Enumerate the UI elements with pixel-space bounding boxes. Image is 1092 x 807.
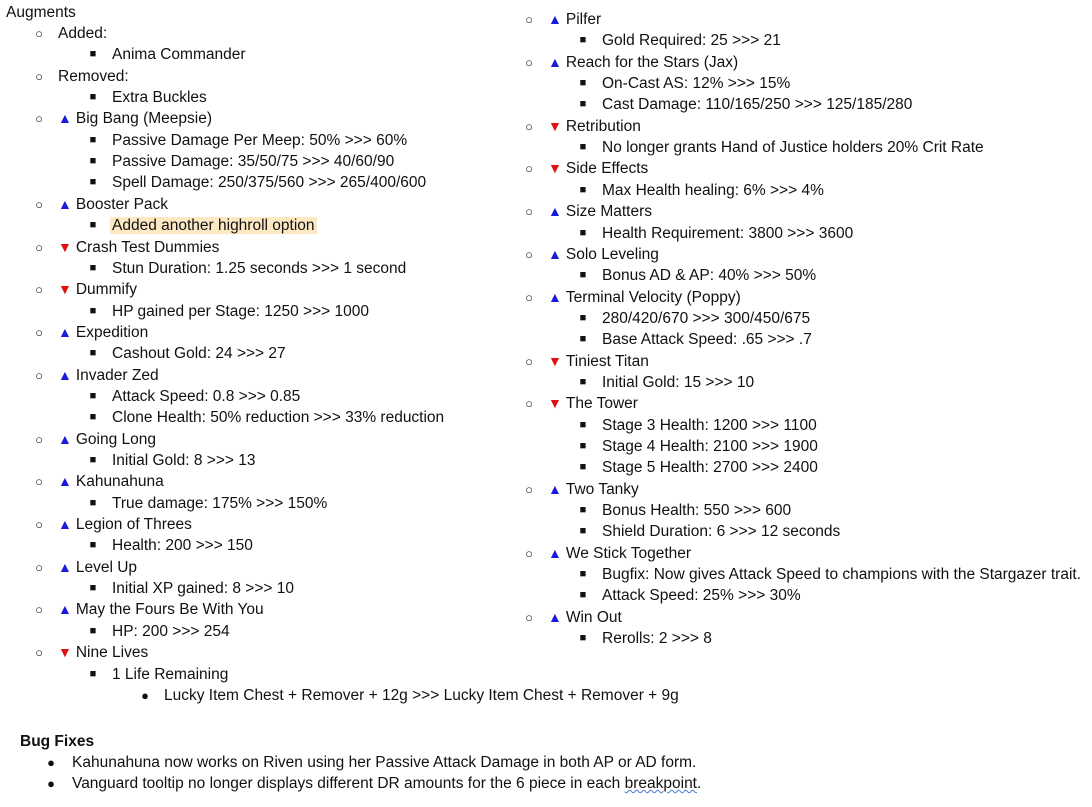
item-label: Crash Test Dummies	[75, 238, 220, 256]
item-label: Two Tanky	[565, 480, 639, 498]
item-text	[602, 500, 791, 521]
buff-arrow-up-icon: ▲	[58, 323, 72, 340]
nerf-arrow-down-icon: ▼	[58, 238, 72, 255]
bullet-square-icon: ■	[579, 375, 587, 388]
item-text	[112, 407, 444, 428]
bullet-square-icon: ■	[89, 219, 97, 232]
item-text	[548, 393, 638, 414]
bullet-circle-icon: ○	[525, 481, 533, 497]
item-label: True damage: 175% >>> 150%	[112, 494, 328, 512]
augments-title-text: Augments	[6, 4, 76, 21]
item-label: Shield Duration: 6 >>> 12 seconds	[602, 523, 841, 541]
bullet-square-icon: ■	[579, 589, 587, 602]
bullet-square-icon: ■	[89, 539, 97, 552]
bullet-square-icon: ■	[89, 582, 97, 595]
item-text	[112, 258, 406, 279]
bug-fix-text-part: Vanguard tooltip no longer displays different DR amounts for the 6 piece in each	[72, 775, 625, 792]
bullet-circle-icon: ○	[35, 196, 43, 212]
item-label: Initial XP gained: 8 >>> 10	[112, 580, 294, 598]
bullet-square-icon: ■	[579, 440, 587, 452]
bullet-circle-icon: ○	[525, 545, 533, 561]
item-text	[602, 436, 818, 457]
item-label: Retribution	[565, 117, 641, 135]
item-label: Invader Zed	[75, 366, 159, 384]
bullet-square-icon: ■	[579, 77, 587, 90]
bullet-square-icon: ■	[579, 34, 587, 47]
item-label: Stun Duration: 1.25 seconds >>> 1 second	[112, 259, 407, 277]
item-label: Big Bang (Meepsie)	[75, 110, 212, 128]
item-text	[548, 607, 622, 628]
item-label: HP gained per Stage: 1250 >>> 1000	[112, 302, 369, 320]
item-text	[58, 23, 107, 44]
item-label: Reach for the Stars (Jax)	[565, 53, 739, 71]
buff-arrow-up-icon: ▲	[58, 110, 72, 127]
item-text	[112, 664, 228, 685]
item-text	[112, 578, 294, 599]
item-label: Lucky Item Chest + Remover + 12g >>> Lucky Item Chest + Remover + 9g	[164, 686, 679, 704]
nerf-arrow-down-icon: ▼	[548, 160, 562, 177]
buff-arrow-up-icon: ▲	[548, 203, 562, 220]
buff-arrow-up-icon: ▲	[58, 366, 72, 383]
bullet-square-icon: ■	[89, 347, 97, 360]
item-text	[602, 94, 912, 115]
buff-arrow-up-icon: ▲	[548, 53, 562, 70]
item-text	[58, 514, 192, 535]
item-label: Cast Damage: 110/165/250 >>> 125/185/280	[602, 96, 913, 114]
item-text	[58, 66, 129, 87]
item-label: Base Attack Speed: .65 >>> .7	[602, 331, 812, 349]
item-text	[548, 116, 641, 137]
item-text	[112, 386, 300, 407]
nerf-arrow-down-icon: ▼	[548, 117, 562, 134]
item-text	[112, 44, 246, 65]
item-label: Attack Speed: 25% >>> 30%	[602, 587, 801, 605]
item-label: Stage 4 Health: 2100 >>> 1900	[602, 438, 818, 455]
item-text	[548, 158, 648, 179]
bug-fix-text	[72, 773, 701, 794]
bullet-square-icon: ■	[579, 98, 587, 111]
item-label: Stage 5 Health: 2700 >>> 2400	[602, 459, 818, 477]
item-text	[602, 180, 824, 201]
item-text	[58, 279, 137, 300]
spellcheck-underlined-word: breakpoint	[624, 775, 697, 792]
item-label: Booster Pack	[75, 195, 169, 213]
bullet-square-icon: ■	[579, 525, 587, 538]
item-text	[164, 685, 679, 706]
bullet-dot-icon: ●	[141, 687, 149, 703]
item-label: Initial Gold: 15 >>> 10	[602, 373, 755, 391]
bullet-circle-icon: ○	[35, 645, 43, 661]
nerf-arrow-down-icon: ▼	[548, 395, 562, 412]
bullet-square-icon: ■	[89, 304, 97, 317]
item-text	[602, 73, 790, 94]
buff-arrow-up-icon: ▲	[58, 430, 72, 447]
item-label: Health: 200 >>> 150	[112, 537, 253, 555]
item-text	[58, 599, 264, 620]
item-label: Anima Commander	[112, 46, 246, 64]
highlighted-item-label: Added another highroll option	[112, 217, 315, 235]
item-label: Expedition	[75, 323, 149, 341]
bullet-dot-icon: ●	[47, 776, 55, 791]
bullet-circle-icon: ○	[525, 353, 533, 369]
item-text	[602, 223, 853, 244]
bullet-circle-icon: ○	[525, 246, 533, 262]
bullet-square-icon: ■	[89, 389, 97, 402]
item-text	[602, 457, 818, 478]
bullet-circle-icon: ○	[525, 161, 533, 177]
item-label: Win Out	[565, 608, 622, 626]
bullet-square-icon: ■	[89, 261, 97, 274]
item-label: No longer grants Hand of Justice holders 20% Crit Rate	[602, 139, 984, 157]
bullet-circle-icon: ○	[525, 204, 533, 220]
item-text	[548, 9, 601, 30]
item-label: Dummify	[75, 281, 137, 299]
bullet-square-icon: ■	[89, 176, 97, 189]
bullet-square-icon: ■	[579, 632, 587, 645]
item-text	[548, 287, 741, 308]
bullet-square-icon: ■	[579, 504, 587, 517]
item-text	[112, 215, 317, 236]
bullet-circle-icon: ○	[35, 474, 43, 490]
item-text	[548, 479, 639, 500]
bullet-circle-icon: ○	[35, 324, 43, 340]
item-text	[58, 108, 212, 129]
bug-fixes-heading: Bug Fixes	[20, 733, 95, 750]
bullet-square-icon: ■	[89, 91, 97, 104]
item-text	[112, 493, 327, 514]
buff-arrow-up-icon: ▲	[58, 473, 72, 490]
item-text	[548, 351, 649, 372]
item-text	[58, 365, 159, 386]
item-text	[112, 343, 286, 364]
augments-title	[6, 2, 76, 23]
item-text	[548, 543, 691, 564]
bullet-circle-icon: ○	[525, 54, 533, 70]
item-label: On-Cast AS: 12% >>> 15%	[602, 75, 791, 93]
item-label: Added:	[58, 25, 108, 42]
item-label: Kahunahuna	[75, 473, 164, 491]
bullet-square-icon: ■	[579, 418, 587, 431]
buff-arrow-up-icon: ▲	[58, 601, 72, 618]
item-text	[602, 585, 801, 606]
item-text	[602, 137, 984, 158]
item-text	[602, 372, 754, 393]
item-text	[58, 194, 168, 215]
bullet-square-icon: ■	[579, 269, 587, 282]
buff-arrow-up-icon: ▲	[548, 544, 562, 561]
item-label: Legion of Threes	[75, 516, 192, 534]
item-label: Stage 3 Health: 1200 >>> 1100	[602, 416, 817, 434]
item-text	[602, 308, 810, 329]
item-label: Bonus AD & AP: 40% >>> 50%	[602, 267, 817, 285]
item-label: 280/420/670 >>> 300/450/675	[602, 309, 811, 327]
bullet-square-icon: ■	[89, 496, 97, 509]
item-label: Bugfix: Now gives Attack Speed to champions with the Stargazer trait.	[602, 566, 1082, 584]
bug-fixes-title	[20, 731, 94, 752]
bullet-square-icon: ■	[579, 461, 587, 474]
bullet-circle-icon: ○	[35, 517, 43, 533]
item-text	[112, 130, 407, 151]
item-label: Side Effects	[565, 160, 649, 178]
bullet-dot-icon: ●	[47, 755, 55, 770]
item-text	[112, 87, 207, 108]
item-label: Passive Damage Per Meep: 50% >>> 60%	[112, 131, 408, 149]
item-label: Bonus Health: 550 >>> 600	[602, 502, 792, 520]
item-text	[548, 201, 652, 222]
bullet-square-icon: ■	[89, 411, 97, 424]
item-text	[58, 642, 148, 663]
bullet-circle-icon: ○	[35, 282, 43, 298]
bullet-circle-icon: ○	[525, 118, 533, 134]
item-label: Initial Gold: 8 >>> 13	[112, 452, 256, 469]
item-label: Gold Required: 25 >>> 21	[602, 32, 781, 50]
bullet-circle-icon: ○	[35, 559, 43, 575]
item-text	[602, 628, 712, 649]
bullet-circle-icon: ○	[525, 289, 533, 305]
item-label: Tiniest Titan	[565, 352, 649, 370]
item-label: Size Matters	[565, 203, 652, 221]
item-label: Rerolls: 2 >>> 8	[602, 630, 712, 648]
bullet-square-icon: ■	[579, 226, 587, 239]
bullet-circle-icon: ○	[35, 239, 43, 255]
item-label: 1 Life Remaining	[112, 665, 229, 683]
bullet-square-icon: ■	[89, 624, 97, 637]
item-label: Spell Damage: 250/375/560 >>> 265/400/600	[112, 174, 427, 192]
item-text	[602, 564, 1081, 585]
bullet-circle-icon: ○	[525, 609, 533, 625]
nerf-arrow-down-icon: ▼	[58, 281, 72, 298]
item-text	[112, 151, 394, 172]
bullet-square-icon: ■	[579, 311, 587, 324]
item-text	[112, 535, 253, 556]
bug-fix-text: Kahunahuna now works on Riven using her Passive Attack Damage in both AP or AD form.	[72, 754, 697, 771]
item-text	[602, 329, 812, 350]
item-label: Going Long	[75, 430, 157, 448]
item-label: Max Health healing: 6% >>> 4%	[602, 181, 824, 199]
buff-arrow-up-icon: ▲	[58, 558, 72, 575]
item-text	[112, 301, 369, 322]
bullet-square-icon: ■	[89, 48, 97, 61]
nerf-arrow-down-icon: ▼	[548, 352, 562, 369]
item-label: May the Fours Be With You	[75, 601, 264, 619]
bullet-circle-icon: ○	[35, 367, 43, 383]
bullet-square-icon: ■	[579, 183, 587, 196]
bullet-square-icon: ■	[89, 133, 97, 146]
bullet-square-icon: ■	[579, 333, 587, 346]
item-text	[548, 52, 738, 73]
item-text	[602, 415, 817, 436]
item-label: We Stick Together	[565, 544, 692, 562]
item-text	[602, 30, 781, 51]
bullet-circle-icon: ○	[35, 602, 43, 618]
item-label: Attack Speed: 0.8 >>> 0.85	[112, 387, 301, 405]
bullet-square-icon: ■	[579, 141, 587, 154]
buff-arrow-up-icon: ▲	[548, 11, 562, 27]
nerf-arrow-down-icon: ▼	[58, 644, 72, 661]
item-label: Passive Damage: 35/50/75 >>> 40/60/90	[112, 153, 395, 171]
item-text	[58, 557, 137, 578]
bullet-circle-icon: ○	[35, 111, 43, 127]
item-label: Extra Buckles	[112, 89, 207, 107]
bullet-circle-icon: ○	[525, 12, 533, 27]
item-text	[58, 471, 164, 492]
bullet-square-icon: ■	[89, 454, 97, 466]
item-text	[58, 322, 148, 343]
item-label: Cashout Gold: 24 >>> 27	[112, 345, 286, 363]
bullet-circle-icon: ○	[35, 431, 43, 447]
bullet-circle-icon: ○	[35, 68, 43, 84]
bullet-square-icon: ■	[89, 155, 97, 168]
item-label: Clone Health: 50% reduction >>> 33% reduction	[112, 409, 445, 427]
item-label: Terminal Velocity (Poppy)	[565, 288, 741, 306]
item-text	[602, 521, 840, 542]
bug-fix-text-end: .	[697, 775, 702, 792]
item-text	[112, 621, 230, 642]
item-label: Solo Leveling	[565, 245, 659, 263]
bullet-square-icon: ■	[89, 667, 97, 680]
item-text	[58, 237, 219, 258]
item-text	[548, 244, 659, 265]
bullet-circle-icon: ○	[35, 26, 43, 41]
item-label: Removed:	[58, 67, 129, 85]
item-text	[602, 265, 816, 286]
buff-arrow-up-icon: ▲	[548, 288, 562, 305]
item-text	[112, 450, 255, 471]
bullet-square-icon: ■	[579, 568, 587, 581]
item-text	[112, 172, 426, 193]
item-label: Pilfer	[565, 11, 602, 28]
buff-arrow-up-icon: ▲	[58, 195, 72, 212]
item-label: Health Requirement: 3800 >>> 3600	[602, 224, 854, 242]
buff-arrow-up-icon: ▲	[548, 480, 562, 497]
item-label: Level Up	[75, 558, 138, 576]
buff-arrow-up-icon: ▲	[548, 608, 562, 625]
buff-arrow-up-icon: ▲	[58, 516, 72, 533]
item-label: HP: 200 >>> 254	[112, 622, 230, 640]
item-label: Nine Lives	[75, 644, 149, 662]
buff-arrow-up-icon: ▲	[548, 245, 562, 262]
bullet-circle-icon: ○	[525, 396, 533, 412]
item-label: The Tower	[565, 395, 638, 413]
item-text	[58, 429, 156, 450]
